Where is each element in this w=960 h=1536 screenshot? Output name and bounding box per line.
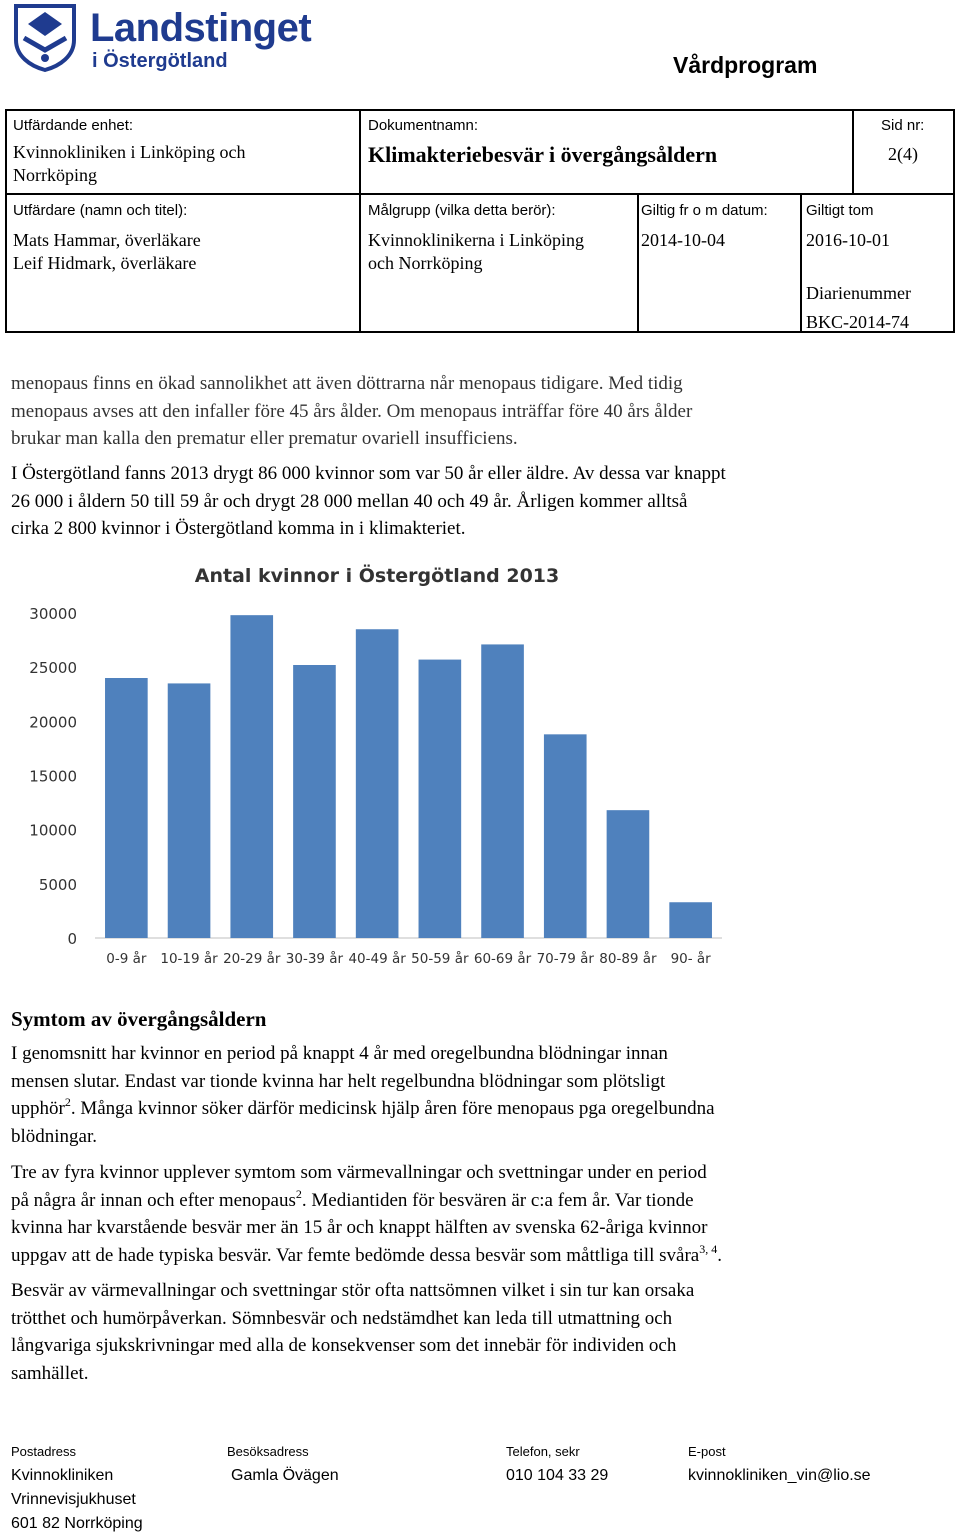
text-line: blödningar. (11, 1125, 98, 1147)
logo-region: i Östergötland (92, 50, 228, 72)
x-tick-label: 50-59 år (411, 951, 469, 967)
y-tick-label: 10000 (29, 821, 77, 840)
footer-visit (227, 1444, 339, 1488)
text-line (11, 1242, 951, 1270)
text-line: kvinna har kvarstående besvär mer än 15 år och knappt hälften av svenska 62-åriga kvinnor (11, 1217, 708, 1238)
section-heading: Symtom av övergångsåldern (11, 1007, 267, 1031)
y-tick-label: 0 (67, 930, 77, 948)
footer-phone (506, 1444, 608, 1488)
target-label: Målgrupp (vilka detta berör): (368, 202, 556, 219)
bar (544, 734, 587, 938)
text-line: mensen slutar. Endast var tionde kvinna har helt regelbundna blödningar som plötsligt (11, 1070, 666, 1092)
organization-logo (10, 2, 310, 74)
phone-label: Telefon, sekr (506, 1444, 580, 1459)
bar (168, 683, 211, 938)
bar (230, 615, 273, 938)
reference-superscript: 3, 4 (699, 1241, 718, 1256)
x-tick-label: 90- år (670, 951, 711, 967)
bar (419, 660, 462, 938)
text-run: uppgav att de hade typiska besvär. Var femte bedömde dessa besvär som måttliga till svåra (11, 1244, 700, 1266)
footer-postal (11, 1444, 143, 1536)
footer-email (688, 1444, 871, 1488)
bar (607, 810, 650, 938)
visit-address: Gamla Övägen (231, 1467, 339, 1484)
symptom-paragraph-2 (11, 1159, 951, 1269)
symptom-paragraph-1 (11, 1040, 951, 1150)
text-line: cirka 2 800 kvinnor i Östergötland komma in i klimakteriet. (11, 518, 466, 539)
bar (105, 678, 148, 938)
diary-label: Diarienummer (806, 283, 911, 303)
document-header-table (5, 109, 955, 333)
text-line: långvariga sjukskrivningar med alla de konsekvenser som det innebär för individen och (11, 1335, 677, 1356)
y-tick-label: 5000 (38, 875, 77, 894)
email-address: kvinnokliniken_vin@lio.se (688, 1467, 871, 1484)
x-tick-label: 0-9 år (106, 951, 147, 967)
text-run: upphör (11, 1098, 65, 1119)
valid-to-date: 2016-10-01 (806, 230, 890, 250)
x-tick-label: 70-79 år (536, 951, 594, 967)
chart-title: Antal kvinnor i Östergötland 2013 (194, 565, 560, 587)
valid-from-label: Giltig fr o m datum: (641, 202, 768, 219)
issuer-line2: Norrköping (13, 165, 97, 185)
population-paragraph (11, 460, 951, 543)
text-line: I Östergötland fanns 2013 drygt 86 000 kvinnor som var 50 år eller äldre. Av dessa var knappt (11, 463, 726, 484)
y-tick-label: 20000 (29, 713, 77, 732)
x-tick-label: 30-39 år (285, 951, 344, 967)
page-number: 2(4) (888, 144, 918, 164)
text-line: menopaus finns en ökad sannolikhet att även döttrarna når menopaus tidigare. Med tidig (11, 373, 683, 394)
reference-superscript: 2 (295, 1186, 302, 1201)
bar (356, 629, 399, 938)
author-line2: Leif Hidmark, överläkare (13, 253, 197, 273)
population-bar-chart (0, 555, 960, 975)
y-tick-label: 25000 (29, 659, 77, 678)
text-line: samhället. (11, 1362, 89, 1384)
author-label: Utfärdare (namn och titel): (13, 202, 188, 219)
bar (669, 902, 712, 938)
reference-superscript: 2 (64, 1095, 71, 1109)
text-line: trötthet och humörpåverkan. Sömnbesvär och nedstämdhet kan leda till utmattning och (11, 1307, 673, 1329)
logo-name: Landstinget (90, 6, 312, 50)
text-line: Besvär av värmevallningar och svettningar stör ofta nattsömnen vilket i sin tur kan orsaka (11, 1280, 695, 1301)
text-line: menopaus avses att den infaller före 45 års ålder. Om menopaus inträffar före 40 års ålder (11, 400, 693, 422)
text-line: Tre av fyra kvinnor upplever symtom som värmevallningar och svettningar under en period (11, 1162, 707, 1183)
valid-from-date: 2014-10-04 (641, 230, 725, 250)
author-line1: Mats Hammar, överläkare (13, 230, 201, 250)
text-run: . (717, 1244, 722, 1266)
text-line (11, 1095, 951, 1123)
x-tick-label: 60-69 år (473, 951, 532, 967)
text-line (11, 1187, 951, 1215)
page-label: Sid nr: (881, 117, 925, 134)
text-run: . Många kvinnor söker därför medicinsk hjälp åren före menopaus pga oregelbundna (70, 1098, 715, 1119)
intro-paragraph (11, 370, 951, 453)
shield-icon (10, 2, 80, 72)
text-line: I genomsnitt har kvinnor en period på knappt 4 år med oregelbundna blödningar innan (11, 1043, 668, 1064)
postal-line3: 601 82 Norrköping (11, 1515, 143, 1532)
visit-label: Besöksadress (227, 1444, 309, 1459)
postal-label: Postadress (11, 1444, 77, 1459)
issuer-line1: Kvinnokliniken i Linköping och (13, 142, 246, 162)
y-tick-label: 15000 (29, 767, 77, 786)
text-line: brukar man kalla den prematur eller prematur ovariell insufficiens. (11, 428, 518, 449)
text-line: 26 000 i åldern 50 till 59 år och drygt 28 000 mellan 40 och 49 år. Årligen kommer alltså (11, 490, 688, 512)
valid-to-label: Giltigt tom (806, 202, 874, 219)
target-line2: och Norrköping (368, 253, 483, 273)
document-title: Klimakteriebesvär i övergångsåldern (368, 142, 718, 167)
x-tick-label: 80-89 år (599, 951, 657, 967)
x-tick-label: 10-19 år (160, 951, 218, 967)
y-tick-label: 30000 (29, 605, 77, 623)
chart-svg (0, 555, 960, 975)
x-tick-label: 20-29 år (223, 951, 281, 967)
target-line1: Kvinnoklinikerna i Linköping (368, 230, 584, 250)
postal-line1: Kvinnokliniken (11, 1467, 114, 1484)
text-run: . Mediantiden för besvären är c:a fem år. Var tionde (301, 1189, 694, 1211)
text-run: på några år innan och efter menopaus (11, 1189, 296, 1211)
email-label: E-post (688, 1444, 726, 1459)
docname-label: Dokumentnamn: (368, 117, 479, 134)
bar (481, 644, 524, 938)
symptom-paragraph-3 (11, 1277, 951, 1387)
x-tick-label: 40-49 år (348, 951, 406, 967)
bar (293, 665, 336, 938)
issuer-label: Utfärdande enhet: (13, 117, 134, 134)
phone-number: 010 104 33 29 (506, 1467, 609, 1484)
document-type: Vårdprogram (673, 52, 818, 78)
postal-line2: Vrinnevisjukhuset (11, 1491, 136, 1508)
diary-number: BKC-2014-74 (806, 312, 909, 332)
